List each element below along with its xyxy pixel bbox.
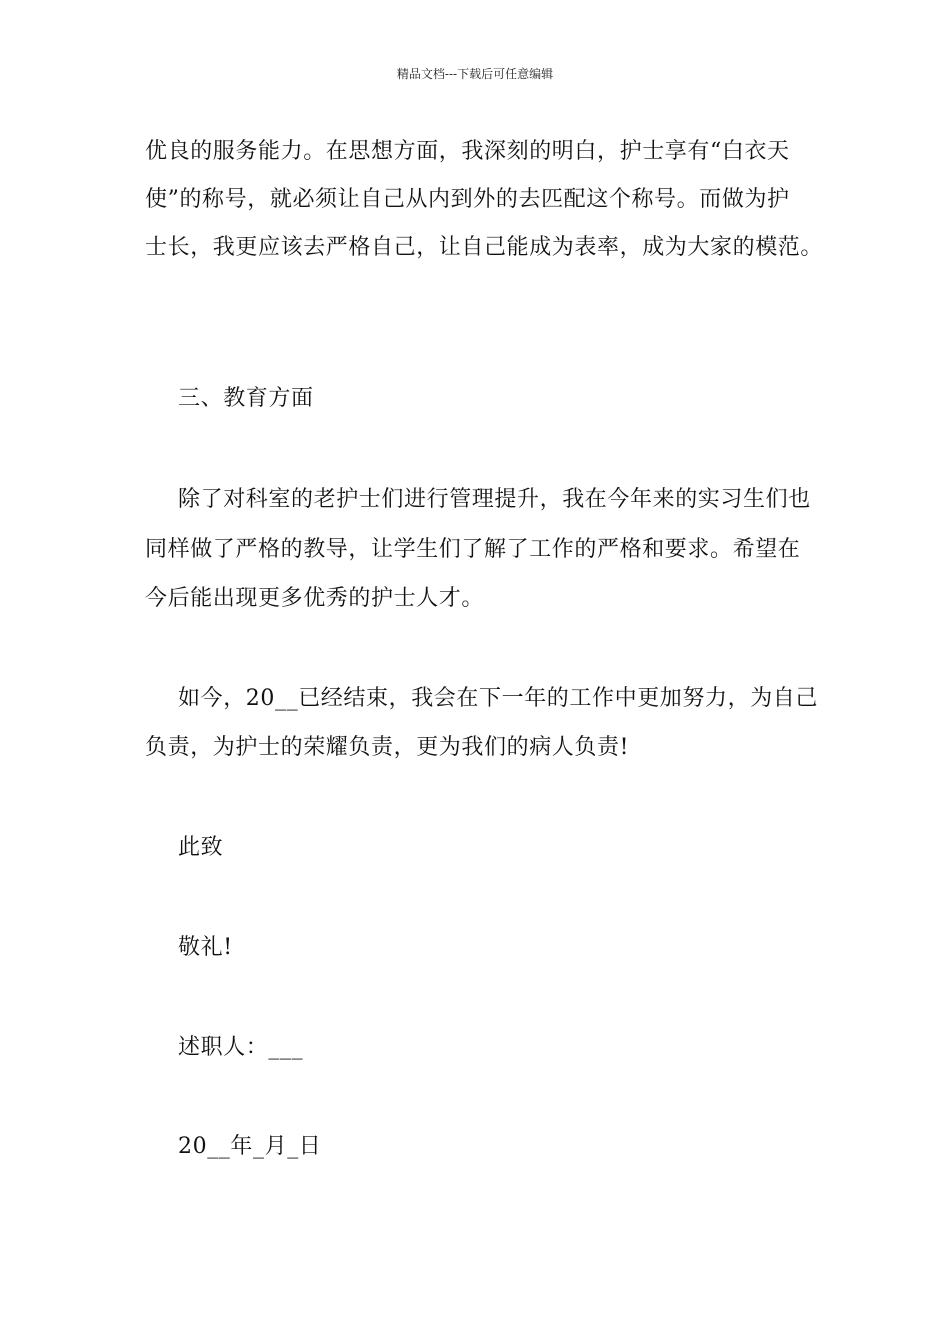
paragraph-line: 今后能出现更多优秀的护士人才。 (145, 586, 485, 611)
paragraph-line: 优良的服务能力。在思想方面，我深刻的明白，护士享有“白衣天 (145, 139, 790, 164)
paragraph-line: 除了对科室的老护士们进行管理提升，我在今年来的实习生们也 (178, 487, 811, 512)
signature-line: 述职人：___ (178, 1035, 304, 1060)
closing-salutation: 此致 (178, 835, 224, 860)
closing-regards: 敬礼! (178, 935, 233, 960)
paragraph-line: 负责，为护士的荣耀负责，更为我们的病人负责! (145, 735, 630, 760)
paragraph-line: 使”的称号，就必须让自己从内到外的去匹配这个称号。而做为护 (145, 187, 790, 212)
section-heading: 三、教育方面 (178, 386, 314, 411)
paragraph-line: 士长，我更应该去严格自己，让自己能成为表率，成为大家的模范。 (145, 235, 824, 260)
page-header: 精品文档---下载后可任意编辑 (396, 67, 554, 81)
paragraph-line: 同样做了严格的教导，让学生们了解了工作的严格和要求。希望在 (145, 537, 801, 562)
date-line: 20__年_月_日 (178, 1134, 322, 1159)
paragraph-line: 如今，20__已经结束，我会在下一年的工作中更加努力，为自己 (178, 686, 818, 711)
